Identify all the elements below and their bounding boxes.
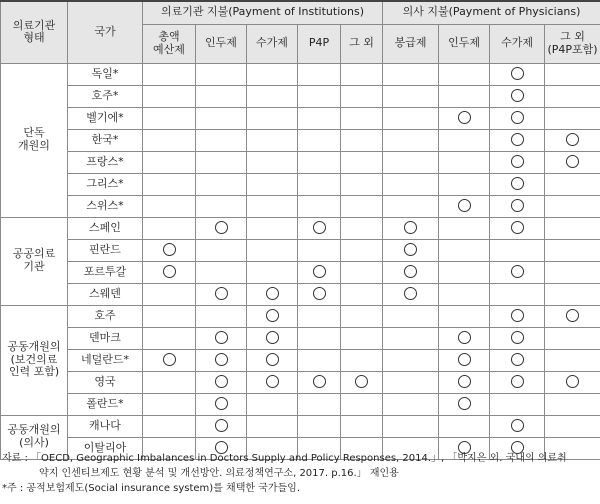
circle-mark-icon bbox=[266, 309, 279, 322]
circle-mark-icon bbox=[404, 265, 417, 278]
payment-cell bbox=[247, 217, 298, 239]
payment-cell bbox=[298, 195, 341, 217]
payment-cell bbox=[341, 63, 383, 85]
payment-cell bbox=[298, 261, 341, 283]
payment-cell bbox=[196, 327, 247, 349]
circle-mark-icon bbox=[313, 375, 326, 388]
payment-cell bbox=[439, 217, 490, 239]
table-row bbox=[1, 85, 600, 107]
header-inst-col bbox=[196, 24, 247, 63]
payment-cell bbox=[383, 415, 439, 437]
header-inst-col bbox=[143, 24, 196, 63]
source-note: 자료 : 「OECD, Geographic Imbalances in Doctors Supply and Policy Responses, 2014.」, 「박지은 외. 국내의 의료취 bbox=[2, 453, 567, 464]
payment-cell bbox=[490, 393, 545, 415]
payment-cell bbox=[341, 107, 383, 129]
payment-cell bbox=[545, 415, 600, 437]
payment-cell bbox=[439, 327, 490, 349]
header-inst-col bbox=[298, 24, 341, 63]
payment-cell bbox=[545, 283, 600, 305]
payment-cell bbox=[490, 305, 545, 327]
payment-cell bbox=[439, 393, 490, 415]
payment-cell bbox=[196, 85, 247, 107]
payment-cell bbox=[383, 371, 439, 393]
payment-cell bbox=[490, 217, 545, 239]
country-cell: 핀란드 bbox=[68, 239, 143, 261]
circle-mark-icon bbox=[511, 199, 524, 212]
circle-mark-icon bbox=[511, 89, 524, 102]
circle-mark-icon bbox=[313, 287, 326, 300]
payment-cell bbox=[545, 393, 600, 415]
country-cell: 이탈리아 bbox=[68, 437, 143, 459]
payment-cell bbox=[383, 151, 439, 173]
payment-cell bbox=[196, 415, 247, 437]
circle-mark-icon bbox=[266, 287, 279, 300]
payment-cell bbox=[341, 349, 383, 371]
circle-mark-icon bbox=[266, 331, 279, 344]
payment-cell bbox=[247, 195, 298, 217]
payment-cell bbox=[341, 151, 383, 173]
payment-cell bbox=[143, 349, 196, 371]
header-phys-col bbox=[383, 24, 439, 63]
header-group-physicians bbox=[383, 1, 600, 24]
institution-type-label: 단독 개원의 bbox=[18, 126, 50, 152]
payment-cell bbox=[143, 107, 196, 129]
payment-cell bbox=[341, 129, 383, 151]
circle-mark-icon bbox=[511, 309, 524, 322]
payment-cell bbox=[383, 195, 439, 217]
circle-mark-icon bbox=[458, 111, 471, 124]
payment-cell bbox=[143, 239, 196, 261]
country-cell: 호주 bbox=[68, 305, 143, 327]
notes bbox=[2, 451, 598, 496]
circle-mark-icon bbox=[566, 155, 579, 168]
payment-cell bbox=[545, 63, 600, 85]
payment-cell bbox=[490, 129, 545, 151]
payment-cell bbox=[545, 129, 600, 151]
payment-cell bbox=[439, 261, 490, 283]
payment-cell bbox=[383, 129, 439, 151]
table-row bbox=[1, 393, 600, 415]
payment-cell bbox=[298, 129, 341, 151]
payment-cell bbox=[247, 393, 298, 415]
payment-cell bbox=[545, 261, 600, 283]
circle-mark-icon bbox=[163, 265, 176, 278]
circle-mark-icon bbox=[163, 353, 176, 366]
payment-cell bbox=[341, 327, 383, 349]
circle-mark-icon bbox=[511, 375, 524, 388]
circle-mark-icon bbox=[355, 375, 368, 388]
payment-cell bbox=[143, 85, 196, 107]
table-row bbox=[1, 129, 600, 151]
payment-cell bbox=[247, 151, 298, 173]
payment-cell bbox=[383, 327, 439, 349]
payment-cell bbox=[298, 283, 341, 305]
institution-type-cell bbox=[1, 305, 68, 415]
payment-cell bbox=[439, 129, 490, 151]
institution-type-cell bbox=[1, 217, 68, 305]
circle-mark-icon bbox=[566, 309, 579, 322]
header-phys-col bbox=[545, 24, 600, 63]
payment-cell bbox=[196, 371, 247, 393]
payment-cell bbox=[383, 393, 439, 415]
country-cell: 영국 bbox=[68, 371, 143, 393]
payment-cell bbox=[439, 151, 490, 173]
country-cell: 벨기에* bbox=[68, 107, 143, 129]
header-group-institutions-label: 의료기관 지불(Payment of Institutions) bbox=[161, 5, 364, 19]
payment-cell bbox=[247, 239, 298, 261]
payment-cell bbox=[439, 305, 490, 327]
table-row bbox=[1, 239, 600, 261]
country-cell: 포르투갈 bbox=[68, 261, 143, 283]
payment-cell bbox=[298, 349, 341, 371]
payment-cell bbox=[439, 173, 490, 195]
country-cell: 네덜란드* bbox=[68, 349, 143, 371]
payment-cell bbox=[298, 327, 341, 349]
circle-mark-icon bbox=[458, 353, 471, 366]
payment-cell bbox=[545, 151, 600, 173]
payment-cell bbox=[196, 393, 247, 415]
country-cell: 스위스* bbox=[68, 195, 143, 217]
payment-cell bbox=[490, 151, 545, 173]
table-body bbox=[1, 63, 600, 459]
payment-cell bbox=[143, 217, 196, 239]
payment-cell bbox=[383, 305, 439, 327]
payment-cell bbox=[545, 371, 600, 393]
payment-cell bbox=[341, 261, 383, 283]
payment-cell bbox=[247, 349, 298, 371]
circle-mark-icon bbox=[511, 331, 524, 344]
payment-cell bbox=[545, 305, 600, 327]
circle-mark-icon bbox=[511, 111, 524, 124]
payment-cell bbox=[247, 63, 298, 85]
payment-cell bbox=[341, 217, 383, 239]
circle-mark-icon bbox=[511, 221, 524, 234]
payment-cell bbox=[143, 173, 196, 195]
payment-cell bbox=[439, 107, 490, 129]
payment-cell bbox=[490, 239, 545, 261]
payment-cell bbox=[247, 173, 298, 195]
payment-cell bbox=[143, 195, 196, 217]
circle-mark-icon bbox=[511, 419, 524, 432]
header-country-label: 국가 bbox=[94, 24, 116, 38]
payment-cell bbox=[341, 283, 383, 305]
payment-cell bbox=[298, 85, 341, 107]
header-phys-col-label: 수가제 bbox=[501, 36, 533, 50]
payment-cell bbox=[196, 349, 247, 371]
circle-mark-icon bbox=[215, 375, 228, 388]
payment-cell bbox=[298, 107, 341, 129]
payment-cell bbox=[490, 283, 545, 305]
circle-mark-icon bbox=[215, 419, 228, 432]
payment-cell bbox=[298, 173, 341, 195]
institution-type-label: 공동개원의 (의사) bbox=[7, 423, 61, 449]
payment-cell bbox=[439, 415, 490, 437]
header-country bbox=[68, 1, 143, 63]
circle-mark-icon bbox=[511, 265, 524, 278]
payment-cell bbox=[143, 393, 196, 415]
payment-cell bbox=[341, 371, 383, 393]
payment-cell bbox=[196, 261, 247, 283]
payment-cell bbox=[490, 85, 545, 107]
header-group-physicians-label: 의사 지불(Payment of Physicians) bbox=[402, 5, 581, 19]
payment-cell bbox=[545, 239, 600, 261]
header-inst-col-label: P4P bbox=[308, 36, 330, 50]
table-row bbox=[1, 261, 600, 283]
payment-cell bbox=[298, 217, 341, 239]
header-phys-col-label: 그 외 (P4P포함) bbox=[547, 29, 598, 56]
payment-cell bbox=[490, 195, 545, 217]
circle-mark-icon bbox=[215, 331, 228, 344]
payment-cell bbox=[545, 217, 600, 239]
payment-cell bbox=[545, 173, 600, 195]
payment-cell bbox=[490, 327, 545, 349]
payment-cell bbox=[439, 349, 490, 371]
circle-mark-icon bbox=[404, 221, 417, 234]
circle-mark-icon bbox=[404, 287, 417, 300]
table-row bbox=[1, 217, 600, 239]
circle-mark-icon bbox=[215, 353, 228, 366]
table-row bbox=[1, 107, 600, 129]
circle-mark-icon bbox=[511, 67, 524, 80]
circle-mark-icon bbox=[163, 243, 176, 256]
payment-cell bbox=[439, 63, 490, 85]
country-cell: 그리스* bbox=[68, 173, 143, 195]
payment-cell bbox=[341, 239, 383, 261]
circle-mark-icon bbox=[458, 199, 471, 212]
payment-cell bbox=[143, 371, 196, 393]
table-row bbox=[1, 371, 600, 393]
payment-cell bbox=[196, 239, 247, 261]
payment-cell bbox=[196, 151, 247, 173]
payment-cell bbox=[383, 173, 439, 195]
payment-cell bbox=[247, 107, 298, 129]
table-row bbox=[1, 415, 600, 437]
payment-cell bbox=[143, 327, 196, 349]
circle-mark-icon bbox=[215, 221, 228, 234]
payment-cell bbox=[341, 195, 383, 217]
header-inst-col-label: 수가제 bbox=[256, 36, 288, 50]
payment-cell bbox=[439, 85, 490, 107]
payment-cell bbox=[490, 371, 545, 393]
circle-mark-icon bbox=[511, 177, 524, 190]
circle-mark-icon bbox=[511, 353, 524, 366]
payment-cell bbox=[247, 283, 298, 305]
payment-cell bbox=[143, 261, 196, 283]
country-cell: 폴란드* bbox=[68, 393, 143, 415]
payment-cell bbox=[383, 349, 439, 371]
table-row bbox=[1, 63, 600, 85]
circle-mark-icon bbox=[511, 133, 524, 146]
payment-cell bbox=[383, 283, 439, 305]
header-institution-type-label: 의료기관 형태 bbox=[12, 18, 56, 45]
table-header bbox=[1, 1, 600, 63]
payment-cell bbox=[439, 239, 490, 261]
table-row bbox=[1, 327, 600, 349]
payment-cell bbox=[490, 415, 545, 437]
payment-cell bbox=[545, 327, 600, 349]
footnote: *주 : 공적보험제도(Social insurance system)를 채택한 국가들임. bbox=[2, 483, 301, 494]
header-phys-col-label: 봉급제 bbox=[394, 36, 427, 50]
payment-cell bbox=[341, 305, 383, 327]
payment-cell bbox=[383, 239, 439, 261]
payment-cell bbox=[196, 217, 247, 239]
payment-cell bbox=[439, 283, 490, 305]
circle-mark-icon bbox=[313, 221, 326, 234]
payment-cell bbox=[247, 415, 298, 437]
payment-cell bbox=[196, 129, 247, 151]
table-row bbox=[1, 305, 600, 327]
payment-cell bbox=[545, 349, 600, 371]
payment-cell bbox=[490, 63, 545, 85]
payment-cell bbox=[545, 195, 600, 217]
payment-cell bbox=[247, 261, 298, 283]
header-group-institutions bbox=[143, 1, 383, 24]
payment-cell bbox=[196, 195, 247, 217]
table-row bbox=[1, 283, 600, 305]
payment-cell bbox=[247, 327, 298, 349]
payment-cell bbox=[143, 283, 196, 305]
circle-mark-icon bbox=[566, 133, 579, 146]
institution-type-label: 공동개원의 (보건의료 인력 포함) bbox=[7, 340, 61, 379]
circle-mark-icon bbox=[566, 375, 579, 388]
institution-type-label: 공공의료 기관 bbox=[12, 247, 56, 273]
header-institution-type bbox=[1, 1, 68, 63]
payment-cell bbox=[247, 85, 298, 107]
country-cell: 덴마크 bbox=[68, 327, 143, 349]
payment-cell bbox=[298, 393, 341, 415]
payment-cell bbox=[298, 371, 341, 393]
header-inst-col bbox=[247, 24, 298, 63]
payment-cell bbox=[247, 129, 298, 151]
payment-cell bbox=[196, 283, 247, 305]
circle-mark-icon bbox=[458, 331, 471, 344]
circle-mark-icon bbox=[266, 375, 279, 388]
circle-mark-icon bbox=[313, 265, 326, 278]
payment-cell bbox=[545, 85, 600, 107]
payment-cell bbox=[341, 415, 383, 437]
payment-cell bbox=[490, 173, 545, 195]
payment-cell bbox=[490, 107, 545, 129]
header-phys-col bbox=[490, 24, 545, 63]
payment-cell bbox=[143, 151, 196, 173]
header-inst-col bbox=[341, 24, 383, 63]
payment-cell bbox=[383, 85, 439, 107]
country-cell: 독일* bbox=[68, 63, 143, 85]
circle-mark-icon bbox=[458, 397, 471, 410]
country-cell: 프랑스* bbox=[68, 151, 143, 173]
payment-cell bbox=[383, 261, 439, 283]
header-phys-col-label: 인두제 bbox=[448, 36, 480, 50]
country-cell: 스페인 bbox=[68, 217, 143, 239]
payment-cell bbox=[143, 415, 196, 437]
payment-cell bbox=[298, 151, 341, 173]
payment-cell bbox=[196, 305, 247, 327]
payment-cell bbox=[341, 393, 383, 415]
source-note-continued: 약지 인센티브제도 현황 분석 및 개선방안. 의료정책연구소, 2017. p.16.」 재인용 bbox=[39, 468, 399, 479]
payment-cell bbox=[383, 63, 439, 85]
payment-cell bbox=[341, 85, 383, 107]
table-row bbox=[1, 173, 600, 195]
payment-cell bbox=[196, 173, 247, 195]
payment-cell bbox=[383, 217, 439, 239]
header-inst-col-label: 인두제 bbox=[205, 36, 237, 50]
payment-cell bbox=[298, 415, 341, 437]
payment-cell bbox=[341, 173, 383, 195]
table-row bbox=[1, 195, 600, 217]
circle-mark-icon bbox=[215, 397, 228, 410]
circle-mark-icon bbox=[266, 353, 279, 366]
payment-cell bbox=[298, 305, 341, 327]
payment-cell bbox=[247, 371, 298, 393]
payment-cell bbox=[247, 305, 298, 327]
payment-cell bbox=[545, 107, 600, 129]
table-row bbox=[1, 349, 600, 371]
payment-cell bbox=[143, 305, 196, 327]
institution-type-cell bbox=[1, 63, 68, 217]
country-cell: 캐나다 bbox=[68, 415, 143, 437]
payment-cell bbox=[196, 63, 247, 85]
payment-cell bbox=[490, 261, 545, 283]
circle-mark-icon bbox=[404, 243, 417, 256]
payment-cell bbox=[298, 239, 341, 261]
header-inst-col-label: 그 외 bbox=[349, 36, 374, 50]
payment-cell bbox=[383, 107, 439, 129]
header-inst-col-label: 총액 예산제 bbox=[153, 29, 185, 56]
header-phys-col bbox=[439, 24, 490, 63]
payment-cell bbox=[490, 349, 545, 371]
circle-mark-icon bbox=[215, 287, 228, 300]
circle-mark-icon bbox=[511, 155, 524, 168]
table-row bbox=[1, 151, 600, 173]
payment-cell bbox=[439, 371, 490, 393]
payment-cell bbox=[143, 129, 196, 151]
circle-mark-icon bbox=[458, 375, 471, 388]
payment-cell bbox=[196, 107, 247, 129]
country-cell: 한국* bbox=[68, 129, 143, 151]
country-cell: 스웨덴 bbox=[68, 283, 143, 305]
payment-cell bbox=[439, 195, 490, 217]
payment-cell bbox=[298, 63, 341, 85]
payment-cell bbox=[143, 63, 196, 85]
country-cell: 호주* bbox=[68, 85, 143, 107]
